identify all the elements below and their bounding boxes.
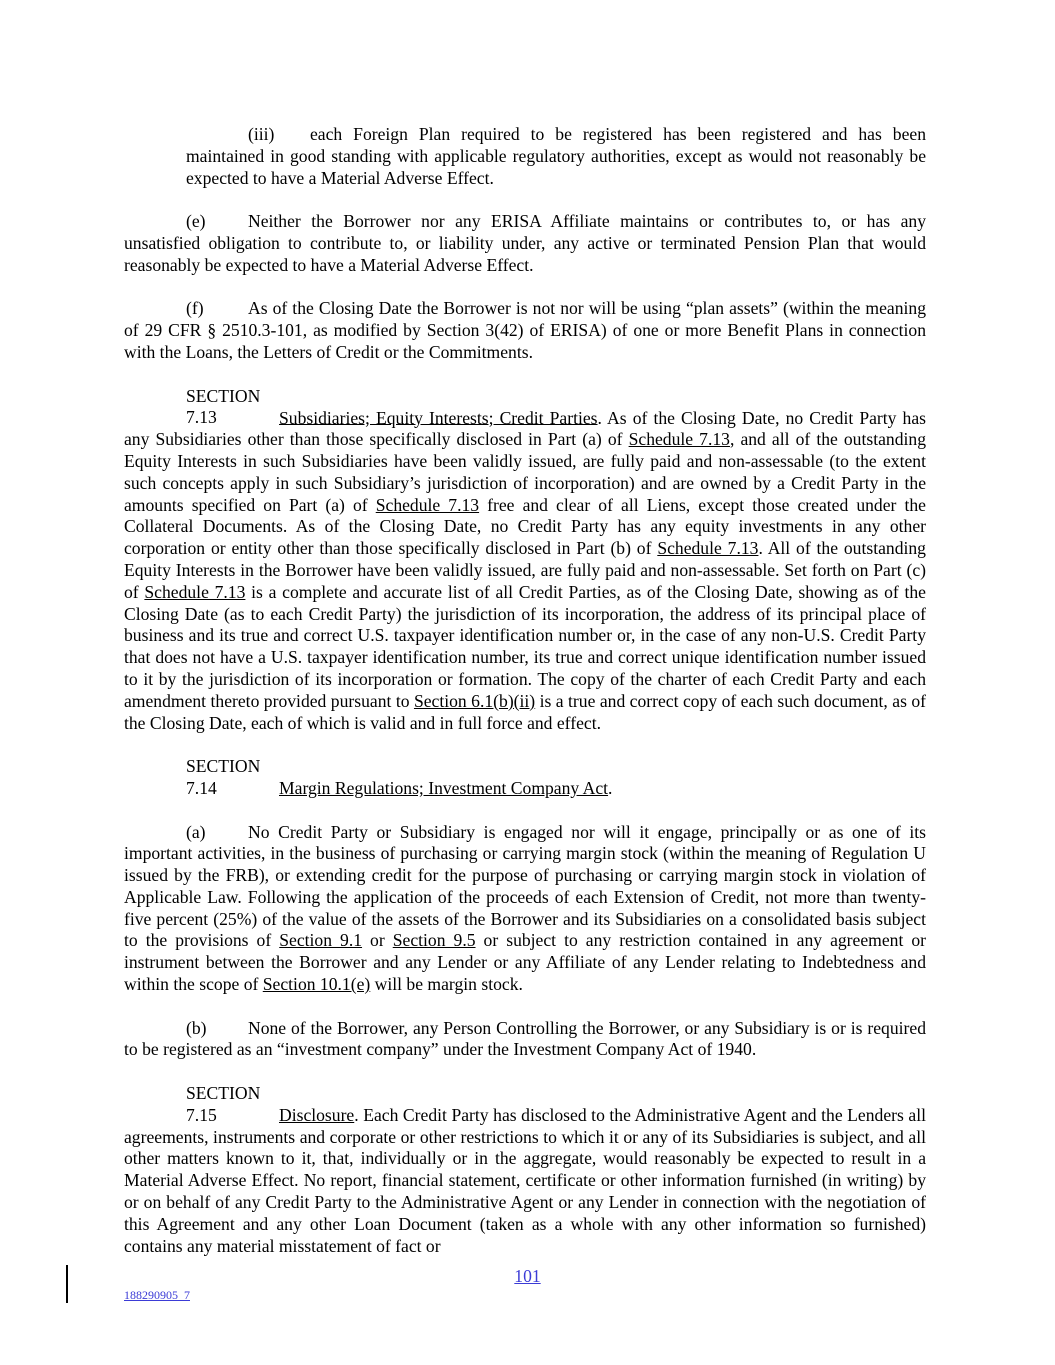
document-body	[124, 124, 926, 1279]
schedule-reference: Schedule 7.13	[628, 429, 730, 450]
section-7-14-heading	[124, 756, 926, 800]
section-label: SECTION 7.15	[186, 1083, 261, 1125]
clause-text: or subject to any restriction contained in any agreement or instrument between the Borrower and any Lender or any Affiliate of any Lender relating to Indebtedness and within the scope of	[124, 930, 927, 995]
clause-label: (e)	[186, 211, 206, 232]
clause-text: or	[362, 930, 393, 951]
clause-label: (b)	[186, 1017, 207, 1038]
paragraph-a	[124, 822, 926, 996]
section-title: Disclosure	[279, 1104, 355, 1125]
paragraph-f	[124, 298, 926, 363]
clause-text: No Credit Party or Subsidiary is engaged nor will it engage, principally or as one of its important activities, in the business of purchasing or carrying margin stock (within the meaning of Regulation U issued by the FRB), or extending credit for the purpose of purchasing or carrying margin stock in violation of Applicable Law. Following the application of the proceeds of each Extension of Credit, not more than twenty-five percent (25%) of the value of the assets of the Borrower and its Subsidiaries on a consolidated basis subject to the provisions of	[124, 821, 926, 951]
page-number[interactable]: 101	[514, 1266, 541, 1286]
clause-text: each Foreign Plan required to be registered has been registered and has been maintained in good standing with applicable regulatory authorities, except as would not reasonably be expected to have a Material Adverse Effect.	[186, 124, 926, 188]
section-text: . All of the outstanding Equity Interests in the Borrower have been validly issued, are fully paid and non-assessable. Set forth on Part (c) of	[124, 538, 926, 602]
section-text: . As of the Closing Date, no Credit Party has any Subsidiaries other than those specifically disclosed in Part (a) of	[124, 407, 926, 450]
paragraph-b	[124, 1018, 926, 1062]
schedule-reference: Schedule 7.13	[375, 494, 480, 515]
clause-text: will be margin stock.	[370, 974, 523, 995]
section-reference: Section 9.1	[279, 930, 363, 951]
clause-label: (a)	[186, 821, 206, 842]
section-7-15	[124, 1083, 926, 1257]
section-text: is a complete and accurate list of all Credit Parties, as of the Closing Date, showing as of the Closing Date (as to each Credit Party) the jurisdiction of its incorporation, the address of its principal place of business and its true and correct U.S. taxpayer identification number or, in the case of any non-U.S. Credit Party that does not have a U.S. taxpayer identification number, its true and correct unique identification number issued to it by the jurisdiction of its incorporation or formation. The copy of the charter of each Credit Party and each amendment thereto provided pursuant to	[124, 581, 926, 711]
section-text: . Each Credit Party has disclosed to the Administrative Agent and the Lenders all agreements, instruments and corporate or other restrictions to which it or any of its Subsidiaries is subject, and all other matters known to it, that, individually or in the aggregate, would reasonably be expected to result in a Material Adverse Effect. No report, financial statement, certificate or other information furnished (in writing) by or on behalf of any Credit Party to the Administrative Agent or any Lender in connection with the negotiation of this Agreement and any other Loan Document (taken as a whole with any other information so furnished) contains any material misstatement of fact or	[124, 1104, 926, 1256]
section-text: .	[608, 777, 613, 798]
schedule-reference: Schedule 7.13	[657, 538, 759, 559]
clause-text: None of the Borrower, any Person Controlling the Borrower, or any Subsidiary is or is required to be registered as an “investment company” under the Investment Company Act of 1940.	[124, 1017, 926, 1060]
section-reference: Section 9.5	[392, 930, 476, 951]
clause-text: Neither the Borrower nor any ERISA Affiliate maintains or contributes to, or has any unsatisfied obligation to contribute to, or liability under, any active or terminated Pension Plan that would reasonably be expected to have a Material Adverse Effect.	[124, 211, 926, 275]
document-id[interactable]: 188290905_7	[124, 1288, 190, 1302]
section-reference: Section 10.1(e)	[262, 974, 371, 995]
section-reference: Section 6.1(b)(ii)	[413, 690, 536, 711]
section-text: , and all of the outstanding Equity Interests in such Subsidiaries have been validly issued, are fully paid and non-assessable (to the extent such concepts apply in such Subsidiary’s jurisdiction of incorporation) and are owned by a Credit Party in the amounts specified on Part (a) of	[124, 429, 926, 515]
section-label: SECTION 7.14	[186, 756, 261, 798]
section-title: Margin Regulations; Investment Company Act	[279, 777, 609, 798]
paragraph-e	[124, 211, 926, 276]
schedule-reference: Schedule 7.13	[144, 581, 246, 602]
paragraph-iii	[186, 124, 926, 189]
section-label: SECTION 7.13	[186, 385, 261, 428]
section-7-13	[124, 386, 926, 735]
section-text: is a true and correct copy of each such document, as of the Closing Date, each of which is valid and in full force and effect.	[124, 690, 927, 733]
clause-label: (iii)	[248, 124, 275, 144]
clause-text: As of the Closing Date the Borrower is not nor will be using “plan assets” (within the meaning of 29 CFR § 2510.3-101, as modified by Section 3(42) of ERISA) of one or more Benefit Plans in connection with the Loans, the Letters of Credit or the Commitments.	[124, 298, 926, 362]
section-text: free and clear of all Liens, except those created under the Collateral Documents. As of the Closing Date, no Credit Party has any equity investments in any other corporation or entity other than those specifically disclosed in Part (b) of	[124, 494, 926, 559]
clause-label: (f)	[186, 298, 204, 319]
section-title: Subsidiaries; Equity Interests; Credit Parties	[279, 407, 598, 428]
